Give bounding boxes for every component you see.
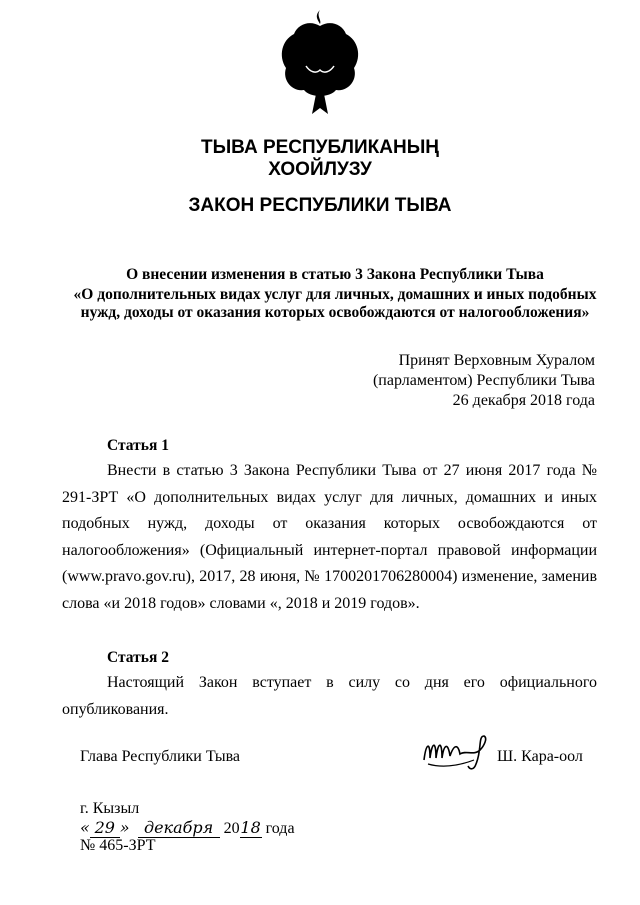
article-1-text: Внести в статью 3 Закона Республики Тыва от 27 июня 2017 года № 291-ЗРТ «О дополнительных видах услуг для личных, домашних и иных подобных нужд, доходы от оказания которых освобождаются от налогообложения» (Официальный интернет-портал правовой информации (www.pravo.gov.ru), 2017, 28 июня, № 1700201706280004) изменение, заменив слова «и 2018 годов» словами «, 2018 и 2019 годов».	[62, 462, 597, 612]
org-name-line2: ХООЙЛУЗУ	[268, 159, 372, 180]
law-number: № 465-ЗРТ	[80, 837, 156, 854]
document-type: ЗАКОН РЕСПУБЛИКИ ТЫВА	[188, 195, 452, 216]
date-year-suffix: 18	[240, 818, 261, 837]
subject-line1: О внесении изменения в статью 3 Закона Республики Тыва	[126, 266, 544, 283]
subject-line3: нужд, доходы от оказания которых освобождаются от налогообложения»	[80, 304, 590, 321]
place: г. Кызыл	[80, 800, 140, 817]
date-close-quote: »	[119, 818, 130, 837]
adoption-block	[373, 351, 595, 411]
date-open-quote: «	[80, 818, 90, 837]
date-line	[80, 818, 295, 838]
adoption-line2: (парламентом) Республики Тыва	[372, 372, 595, 389]
adoption-line3: 26 декабря 2018 года	[452, 392, 595, 409]
date-word: года	[265, 820, 295, 837]
article-1-title: Статья 1	[107, 437, 169, 454]
emblem-icon	[276, 6, 364, 118]
handwritten-signature	[418, 730, 490, 772]
subject-line2: «О дополнительных видах услуг для личных, домашних и иных подобных	[73, 286, 597, 303]
date-year-prefix: 20	[223, 820, 240, 837]
adoption-line1: Принят Верховным Хуралом	[398, 352, 595, 369]
article-2-text: Настоящий Закон вступает в силу со дня его официального опубликования.	[62, 674, 597, 718]
signatory-role: Глава Республики Тыва	[80, 748, 241, 765]
signatory-name: Ш. Кара-оол	[497, 748, 583, 765]
date-month: декабря	[138, 818, 220, 838]
org-name-line1: ТЫВА РЕСПУБЛИКАНЫҢ	[200, 137, 440, 158]
date-day: 29	[90, 818, 120, 838]
article-2-title: Статья 2	[107, 649, 169, 666]
